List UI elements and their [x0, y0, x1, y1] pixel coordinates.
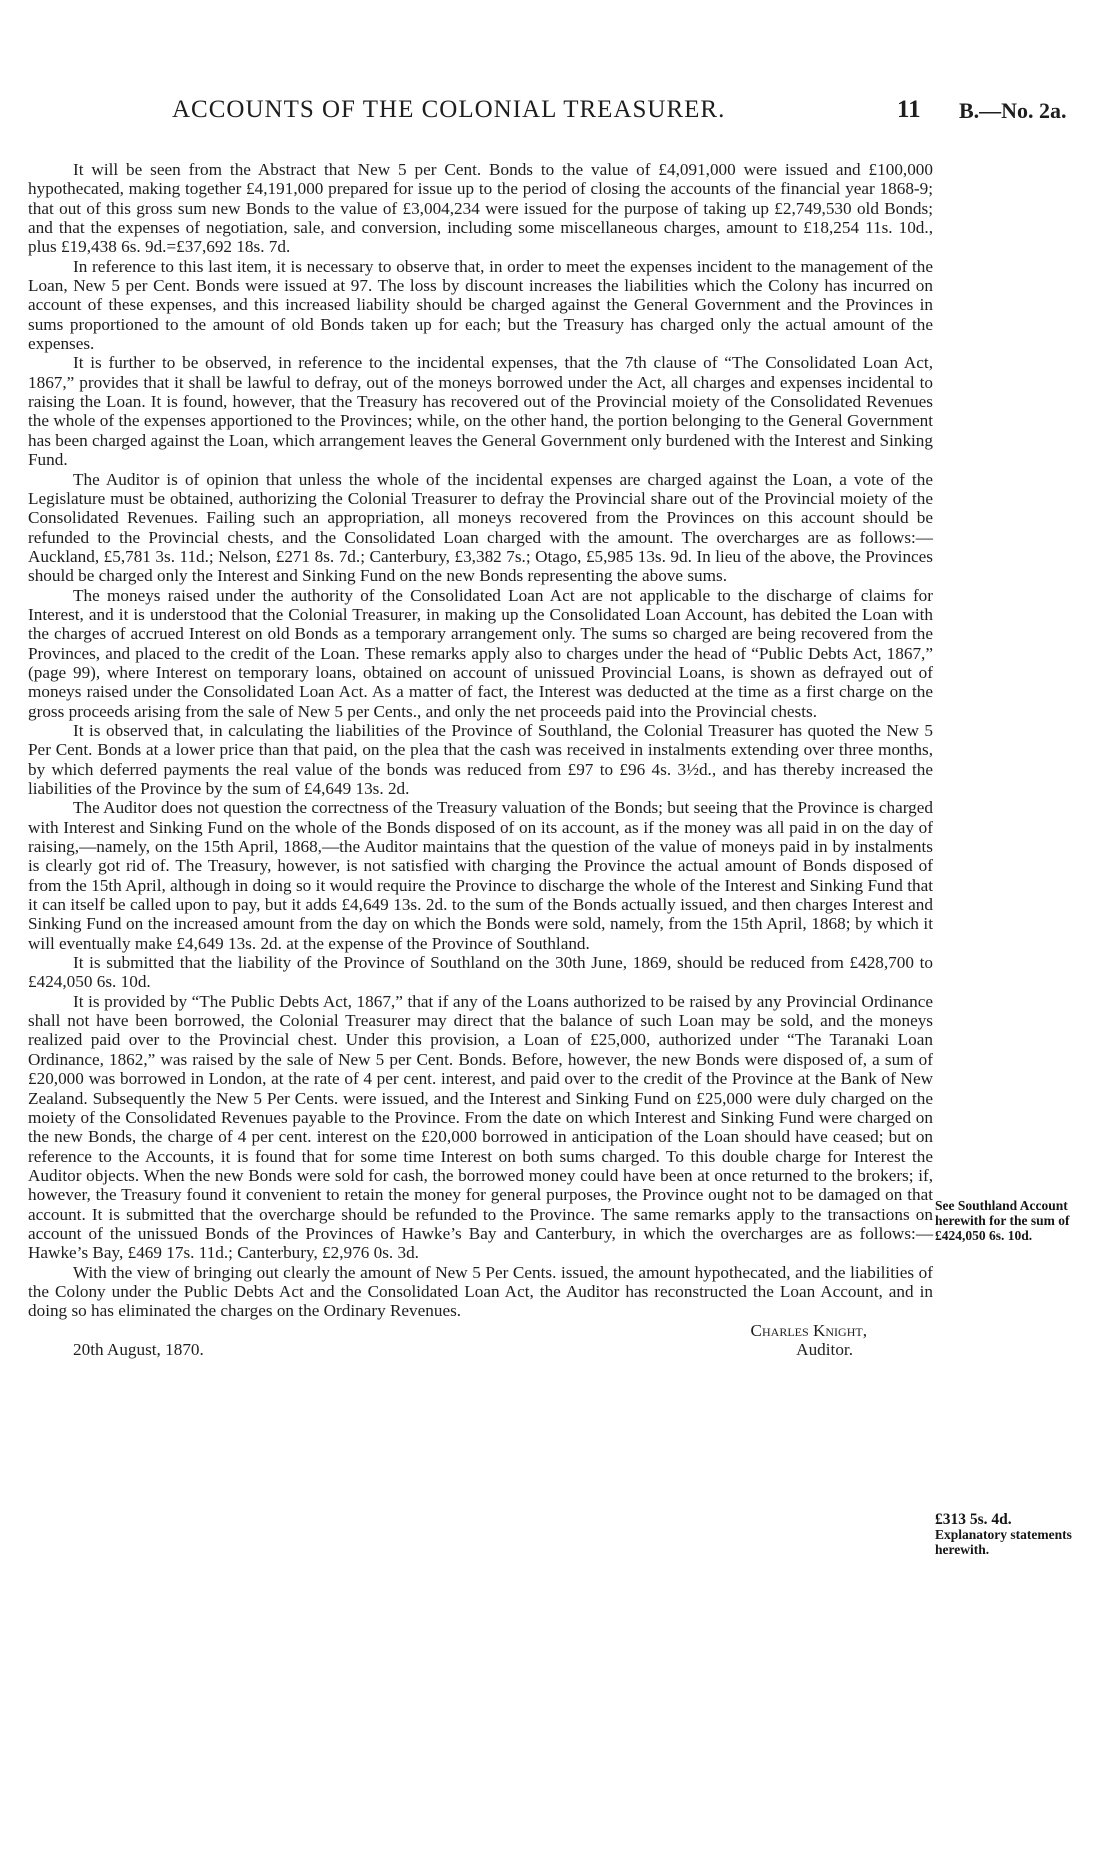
paragraph-reconstruction: With the view of bringing out clearly the amount of New 5 Per Cents. issued, the amount hypothecated, and the liabilities of the Colony under the Public Debts Act and the Consolidated Loan Act, the Auditor has reconstructed the Loan Account, and in doing so has eliminated the charges on the Ordinary Revenues.: [28, 1262, 933, 1321]
page-number: 11: [897, 96, 921, 123]
signature-name: Charles Knight,: [750, 1320, 867, 1340]
page-header: [0, 96, 1114, 136]
side-note-overcharge-text: Explanatory statements herewith.: [935, 1527, 1072, 1557]
report-body: [28, 160, 933, 1359]
document-reference: B.—No. 2a.: [959, 98, 1067, 123]
paragraph-incidental-expenses: It is further to be observed, in reference to the incidental expenses, that the 7th clause of “The Consolidated Loan Act, 1867,” provides that it shall be lawful to defray, out of the moneys borrowed under the Act, all charges and expenses incidental to raising the Loan. It is found, however, that the Treasury has recovered out of the Provincial moiety of the Consolidated Revenues the whole of the expenses apportioned to the Provinces; while, on the other hand, the portion belonging to the General Government has been charged against the Loan, which arrangement leaves the General Government only burdened with the Interest and Sinking Fund.: [28, 353, 933, 470]
paragraph-interest-charges: The moneys raised under the authority of the Consolidated Loan Act are not applicable to the discharge of claims for Interest, and it is understood that the Colonial Treasurer, in making up the Consolidated Loan Account, has debited the Loan with the charges of accrued Interest on old Bonds as a temporary arrangement only. The sums so charged are being recovered from the Provinces, and placed to the credit of the Loan. These remarks apply also to charges under the head of “Public Debts Act, 1867,” (page 99), where Interest on temporary loans, obtained on account of unissued Provincial Loans, is shown as defrayed out of moneys raised under the Consolidated Loan Act. As a matter of fact, the Interest was deducted at the time as a first charge on the gross proceeds arising from the sale of New 5 per Cents., and only the net proceeds paid into the Provincial chests.: [28, 585, 933, 721]
date-row: [28, 1340, 933, 1359]
signature-date: 20th August, 1870.: [73, 1339, 204, 1359]
side-note-southland: See Southland Account herewith for the sum of £424,050 6s. 10d.: [935, 1198, 1070, 1243]
side-note-overcharge-amount: £313 5s. 4d.: [935, 1511, 1012, 1528]
paragraph-loan-management: In reference to this last item, it is necessary to observe that, in order to meet the expenses incident to the management of the Loan, New 5 per Cent. Bonds were issued at 97. The loss by discount increases the liabilities which the Colony has incurred on account of these expenses, and this increased liability should be charged against the General Government and the Provinces in sums proportioned to the amount of old Bonds taken up for each; but the Treasury has charged only the actual amount of the expenses.: [28, 256, 933, 354]
signature-title: Auditor.: [796, 1339, 853, 1359]
paragraph-southland-liability: It is submitted that the liability of the Province of Southland on the 30th June, 1869, should be reduced from £428,700 to £424,050 6s. 10d.: [28, 953, 933, 992]
paragraph-southland-valuation: It is observed that, in calculating the liabilities of the Province of Southland, the Colonial Treasurer has quoted the New 5 Per Cent. Bonds at a lower price than that paid, on the plea that the cash was received in instalments extending over three months, by which deferred payments the real value of the bonds was reduced from £97 to £96 4s. 3½d., and has thereby increased the liabilities of the Province by the sum of £4,649 13s. 2d.: [28, 720, 933, 798]
paragraph-public-debts-act: It is provided by “The Public Debts Act, 1867,” that if any of the Loans authorized to be raised by any Provincial Ordinance shall not have been borrowed, the Colonial Treasurer may direct that the balance of such Loan may be sold, and the moneys realized paid over to the Provincial chest. Under this provision, a Loan of £25,000, authorized under “The Taranaki Loan Ordinance, 1862,” was raised by the sale of New 5 per Cent. Bonds. Before, however, the new Bonds were disposed of, a sum of £20,000 was borrowed in London, at the rate of 4 per cent. interest, and paid over to the credit of the Province at the Bank of New Zealand. Subsequently the New 5 Per Cents. were issued, and the Interest and Sinking Fund on £25,000 were duly charged on the moiety of the Consolidated Revenues payable to the Province. From the date on which Interest and Sinking Fund were charged on the new Bonds, the charge of 4 per cent. interest on the £20,000 borrowed in anticipation of the Loan should have ceased; but on reference to the Accounts, it is found that for some time Interest on both sums charged. To this double charge for Interest the Auditor objects. When the new Bonds were sold for cash, the borrowed money could have been at once returned to the brokers; if, however, the Treasury found it convenient to retain the money for general purposes, the Province ought not to be damaged on that account. It is submitted that the overcharge should be refunded to the Province. The same remarks apply to the transactions on account of the unissued Bonds of the Provinces of Hawke’s Bay and Canterbury, in which the overcharges are as follows:—Hawke’s Bay, £469 17s. 11d.; Canterbury, £2,976 0s. 3d.: [28, 991, 933, 1263]
paragraph-abstract: It will be seen from the Abstract that New 5 per Cent. Bonds to the value of £4,091,000 were issued and £100,000 hypothecated, making together £4,191,000 prepared for issue up to the period of closing the accounts of the financial year 1868-9; that out of this gross sum new Bonds to the value of £3,004,234 were issued for the purpose of taking up £2,749,530 old Bonds; and that the expenses of negotiation, sale, and conversion, including some miscellaneous charges, amount to £18,254 11s. 10d., plus £19,438 6s. 9d.=£37,692 18s. 7d.: [28, 160, 933, 257]
paragraph-auditor-opinion: The Auditor is of opinion that unless the whole of the incidental expenses are charged against the Loan, a vote of the Legislature must be obtained, authorizing the Colonial Treasurer to defray the Provincial share out of the Provincial moiety of the Consolidated Revenues. Failing such an appropriation, all moneys recovered from the Provinces on this account should be refunded to the Provincial chests, and the Consolidated Loan charged with the amount. The overcharges are as follows:—Auckland, £5,781 3s. 11d.; Nelson, £271 8s. 7d.; Canterbury, £3,382 7s.; Otago, £5,985 13s. 9d. In lieu of the above, the Provinces should be charged only the Interest and Sinking Fund on the new Bonds representing the above sums.: [28, 469, 933, 586]
signature-row: [28, 1321, 933, 1340]
page-title: ACCOUNTS OF THE COLONIAL TREASURER.: [172, 96, 726, 123]
side-note-overcharge: [935, 1512, 1085, 1557]
paragraph-treasury-valuation: The Auditor does not question the correctness of the Treasury valuation of the Bonds; but seeing that the Province is charged with Interest and Sinking Fund on the whole of the Bonds disposed of on its account, as if the money was all paid in on the day of raising,—namely, on the 15th April, 1868,—the Auditor maintains that the question of the value of moneys paid in by instalments is clearly got rid of. The Treasury, however, is not satisfied with charging the Province the actual amount of Bonds disposed of from the 15th April, although in doing so it would require the Province to discharge the whole of the Interest and Sinking Fund that it can itself be called upon to pay, but it adds £4,649 13s. 2d. to the sum of the Bonds actually issued, and then charges Interest and Sinking Fund on the increased amount from the day on which the Bonds were sold, namely, from the 15th April, 1868; by which it will eventually make £4,649 13s. 2d. at the expense of the Province of Southland.: [28, 798, 933, 953]
